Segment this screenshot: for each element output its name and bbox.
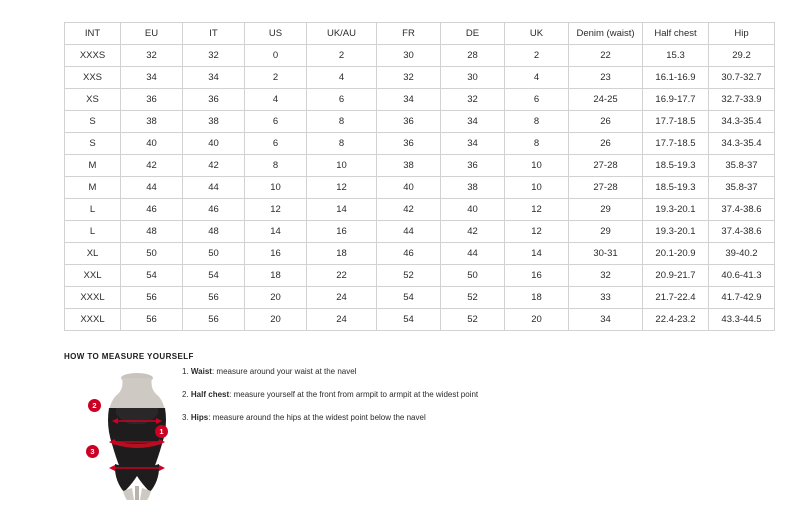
table-body bbox=[65, 45, 775, 331]
column-header-half-chest: Half chest bbox=[643, 23, 709, 45]
cell-it: 40 bbox=[183, 133, 245, 155]
cell-de: 34 bbox=[441, 133, 505, 155]
cell-it: 46 bbox=[183, 199, 245, 221]
mannequin-illustration bbox=[82, 368, 192, 500]
cell-denim-waist: 23 bbox=[569, 67, 643, 89]
cell-de: 32 bbox=[441, 89, 505, 111]
measure-marker-2: 2 bbox=[88, 399, 101, 412]
cell-hip: 35.8-37 bbox=[709, 177, 775, 199]
instruction-text: : measure around the hips at the widest point below the navel bbox=[208, 413, 426, 422]
cell-eu: 48 bbox=[121, 221, 183, 243]
cell-uk-au: 24 bbox=[307, 309, 377, 331]
cell-uk: 10 bbox=[505, 177, 569, 199]
cell-hip: 35.8-37 bbox=[709, 155, 775, 177]
column-header-fr: FR bbox=[377, 23, 441, 45]
column-header-eu: EU bbox=[121, 23, 183, 45]
table-row bbox=[65, 309, 775, 331]
cell-us: 0 bbox=[245, 45, 307, 67]
column-header-denim-waist: Denim (waist) bbox=[569, 23, 643, 45]
instruction-index: 1. bbox=[182, 367, 189, 376]
measure-instructions bbox=[182, 366, 602, 435]
cell-de: 28 bbox=[441, 45, 505, 67]
table-row bbox=[65, 199, 775, 221]
cell-half-chest: 16.9-17.7 bbox=[643, 89, 709, 111]
cell-denim-waist: 27-28 bbox=[569, 177, 643, 199]
cell-uk: 2 bbox=[505, 45, 569, 67]
cell-de: 52 bbox=[441, 287, 505, 309]
cell-eu: 50 bbox=[121, 243, 183, 265]
table-header bbox=[65, 23, 775, 45]
cell-de: 40 bbox=[441, 199, 505, 221]
how-to-measure-title: HOW TO MEASURE YOURSELF bbox=[64, 352, 194, 361]
cell-uk-au: 10 bbox=[307, 155, 377, 177]
instruction-term: Waist bbox=[190, 367, 212, 376]
column-header-uk-au: UK/AU bbox=[307, 23, 377, 45]
cell-us: 2 bbox=[245, 67, 307, 89]
cell-uk-au: 24 bbox=[307, 287, 377, 309]
cell-us: 16 bbox=[245, 243, 307, 265]
cell-uk-au: 8 bbox=[307, 111, 377, 133]
cell-eu: 56 bbox=[121, 287, 183, 309]
cell-us: 8 bbox=[245, 155, 307, 177]
cell-de: 52 bbox=[441, 309, 505, 331]
cell-int: L bbox=[65, 199, 121, 221]
cell-half-chest: 16.1-16.9 bbox=[643, 67, 709, 89]
cell-eu: 34 bbox=[121, 67, 183, 89]
cell-half-chest: 19.3-20.1 bbox=[643, 221, 709, 243]
table-row bbox=[65, 221, 775, 243]
cell-int: XS bbox=[65, 89, 121, 111]
cell-eu: 46 bbox=[121, 199, 183, 221]
table-row bbox=[65, 89, 775, 111]
cell-uk: 6 bbox=[505, 89, 569, 111]
cell-uk: 18 bbox=[505, 287, 569, 309]
cell-fr: 36 bbox=[377, 111, 441, 133]
cell-int: S bbox=[65, 111, 121, 133]
cell-denim-waist: 29 bbox=[569, 221, 643, 243]
cell-denim-waist: 27-28 bbox=[569, 155, 643, 177]
cell-uk-au: 4 bbox=[307, 67, 377, 89]
size-chart-table bbox=[64, 22, 775, 331]
cell-half-chest: 17.7-18.5 bbox=[643, 133, 709, 155]
instruction-term: Hips bbox=[190, 413, 209, 422]
cell-de: 38 bbox=[441, 177, 505, 199]
cell-int: XXXL bbox=[65, 309, 121, 331]
cell-fr: 34 bbox=[377, 89, 441, 111]
cell-it: 50 bbox=[183, 243, 245, 265]
cell-denim-waist: 26 bbox=[569, 133, 643, 155]
cell-fr: 52 bbox=[377, 265, 441, 287]
cell-fr: 44 bbox=[377, 221, 441, 243]
cell-int: XXXL bbox=[65, 287, 121, 309]
column-header-it: IT bbox=[183, 23, 245, 45]
cell-de: 34 bbox=[441, 111, 505, 133]
cell-it: 36 bbox=[183, 89, 245, 111]
cell-hip: 40.6-41.3 bbox=[709, 265, 775, 287]
cell-uk-au: 18 bbox=[307, 243, 377, 265]
cell-hip: 37.4-38.6 bbox=[709, 221, 775, 243]
column-header-int: INT bbox=[65, 23, 121, 45]
cell-denim-waist: 32 bbox=[569, 265, 643, 287]
cell-uk: 12 bbox=[505, 221, 569, 243]
cell-eu: 44 bbox=[121, 177, 183, 199]
cell-fr: 54 bbox=[377, 287, 441, 309]
cell-eu: 36 bbox=[121, 89, 183, 111]
cell-fr: 30 bbox=[377, 45, 441, 67]
cell-eu: 38 bbox=[121, 111, 183, 133]
cell-us: 10 bbox=[245, 177, 307, 199]
cell-de: 36 bbox=[441, 155, 505, 177]
cell-it: 44 bbox=[183, 177, 245, 199]
cell-us: 6 bbox=[245, 111, 307, 133]
cell-eu: 42 bbox=[121, 155, 183, 177]
cell-denim-waist: 34 bbox=[569, 309, 643, 331]
cell-hip: 32.7-33.9 bbox=[709, 89, 775, 111]
cell-hip: 34.3-35.4 bbox=[709, 111, 775, 133]
cell-uk: 4 bbox=[505, 67, 569, 89]
cell-half-chest: 21.7-22.4 bbox=[643, 287, 709, 309]
cell-denim-waist: 26 bbox=[569, 111, 643, 133]
column-header-de: DE bbox=[441, 23, 505, 45]
cell-half-chest: 22.4-23.2 bbox=[643, 309, 709, 331]
cell-eu: 32 bbox=[121, 45, 183, 67]
cell-half-chest: 17.7-18.5 bbox=[643, 111, 709, 133]
cell-hip: 43.3-44.5 bbox=[709, 309, 775, 331]
cell-denim-waist: 24-25 bbox=[569, 89, 643, 111]
cell-int: S bbox=[65, 133, 121, 155]
cell-uk-au: 16 bbox=[307, 221, 377, 243]
cell-denim-waist: 22 bbox=[569, 45, 643, 67]
cell-it: 42 bbox=[183, 155, 245, 177]
cell-fr: 54 bbox=[377, 309, 441, 331]
cell-it: 54 bbox=[183, 265, 245, 287]
cell-denim-waist: 30-31 bbox=[569, 243, 643, 265]
cell-fr: 38 bbox=[377, 155, 441, 177]
instruction-text: : measure yourself at the front from armpit to armpit at the widest point bbox=[229, 390, 479, 399]
cell-int: M bbox=[65, 177, 121, 199]
measure-instruction-waist bbox=[182, 366, 602, 377]
cell-uk-au: 22 bbox=[307, 265, 377, 287]
cell-it: 48 bbox=[183, 221, 245, 243]
cell-eu: 56 bbox=[121, 309, 183, 331]
cell-fr: 42 bbox=[377, 199, 441, 221]
cell-hip: 37.4-38.6 bbox=[709, 199, 775, 221]
size-chart-table-container bbox=[64, 22, 762, 331]
table-row bbox=[65, 45, 775, 67]
cell-uk: 20 bbox=[505, 309, 569, 331]
column-header-us: US bbox=[245, 23, 307, 45]
cell-half-chest: 20.1-20.9 bbox=[643, 243, 709, 265]
instruction-index: 2. bbox=[182, 390, 189, 399]
table-row bbox=[65, 287, 775, 309]
cell-us: 20 bbox=[245, 309, 307, 331]
cell-fr: 40 bbox=[377, 177, 441, 199]
cell-uk: 12 bbox=[505, 199, 569, 221]
table-row bbox=[65, 133, 775, 155]
cell-us: 12 bbox=[245, 199, 307, 221]
cell-int: XXL bbox=[65, 265, 121, 287]
cell-int: XL bbox=[65, 243, 121, 265]
column-header-uk: UK bbox=[505, 23, 569, 45]
cell-uk: 16 bbox=[505, 265, 569, 287]
measure-marker-1: 1 bbox=[155, 425, 168, 438]
table-row bbox=[65, 265, 775, 287]
cell-fr: 46 bbox=[377, 243, 441, 265]
cell-eu: 54 bbox=[121, 265, 183, 287]
cell-int: XXXS bbox=[65, 45, 121, 67]
cell-int: M bbox=[65, 155, 121, 177]
cell-half-chest: 18.5-19.3 bbox=[643, 155, 709, 177]
cell-de: 42 bbox=[441, 221, 505, 243]
cell-de: 50 bbox=[441, 265, 505, 287]
instruction-text: : measure around your waist at the navel bbox=[211, 367, 357, 376]
cell-hip: 30.7-32.7 bbox=[709, 67, 775, 89]
cell-half-chest: 15.3 bbox=[643, 45, 709, 67]
cell-uk-au: 12 bbox=[307, 177, 377, 199]
table-row bbox=[65, 67, 775, 89]
table-row bbox=[65, 111, 775, 133]
cell-fr: 32 bbox=[377, 67, 441, 89]
instruction-term: Half chest bbox=[190, 390, 230, 399]
cell-uk-au: 2 bbox=[307, 45, 377, 67]
cell-uk-au: 14 bbox=[307, 199, 377, 221]
cell-hip: 34.3-35.4 bbox=[709, 133, 775, 155]
cell-us: 18 bbox=[245, 265, 307, 287]
table-row bbox=[65, 155, 775, 177]
table-row bbox=[65, 177, 775, 199]
cell-us: 20 bbox=[245, 287, 307, 309]
cell-us: 4 bbox=[245, 89, 307, 111]
cell-us: 14 bbox=[245, 221, 307, 243]
cell-us: 6 bbox=[245, 133, 307, 155]
measure-instruction-half-chest bbox=[182, 389, 602, 400]
cell-fr: 36 bbox=[377, 133, 441, 155]
cell-hip: 39-40.2 bbox=[709, 243, 775, 265]
instruction-index: 3. bbox=[182, 413, 189, 422]
cell-uk-au: 6 bbox=[307, 89, 377, 111]
cell-half-chest: 18.5-19.3 bbox=[643, 177, 709, 199]
cell-uk: 10 bbox=[505, 155, 569, 177]
cell-denim-waist: 29 bbox=[569, 199, 643, 221]
cell-hip: 29.2 bbox=[709, 45, 775, 67]
cell-it: 38 bbox=[183, 111, 245, 133]
cell-it: 56 bbox=[183, 287, 245, 309]
cell-hip: 41.7-42.9 bbox=[709, 287, 775, 309]
measure-instruction-hips bbox=[182, 412, 602, 423]
cell-it: 56 bbox=[183, 309, 245, 331]
cell-it: 32 bbox=[183, 45, 245, 67]
cell-denim-waist: 33 bbox=[569, 287, 643, 309]
measure-marker-3: 3 bbox=[86, 445, 99, 458]
cell-uk: 8 bbox=[505, 133, 569, 155]
cell-it: 34 bbox=[183, 67, 245, 89]
cell-uk: 14 bbox=[505, 243, 569, 265]
cell-half-chest: 19.3-20.1 bbox=[643, 199, 709, 221]
cell-int: XXS bbox=[65, 67, 121, 89]
cell-de: 44 bbox=[441, 243, 505, 265]
cell-eu: 40 bbox=[121, 133, 183, 155]
cell-uk-au: 8 bbox=[307, 133, 377, 155]
table-header-row bbox=[65, 23, 775, 45]
cell-uk: 8 bbox=[505, 111, 569, 133]
cell-int: L bbox=[65, 221, 121, 243]
cell-de: 30 bbox=[441, 67, 505, 89]
table-row bbox=[65, 243, 775, 265]
cell-half-chest: 20.9-21.7 bbox=[643, 265, 709, 287]
column-header-hip: Hip bbox=[709, 23, 775, 45]
